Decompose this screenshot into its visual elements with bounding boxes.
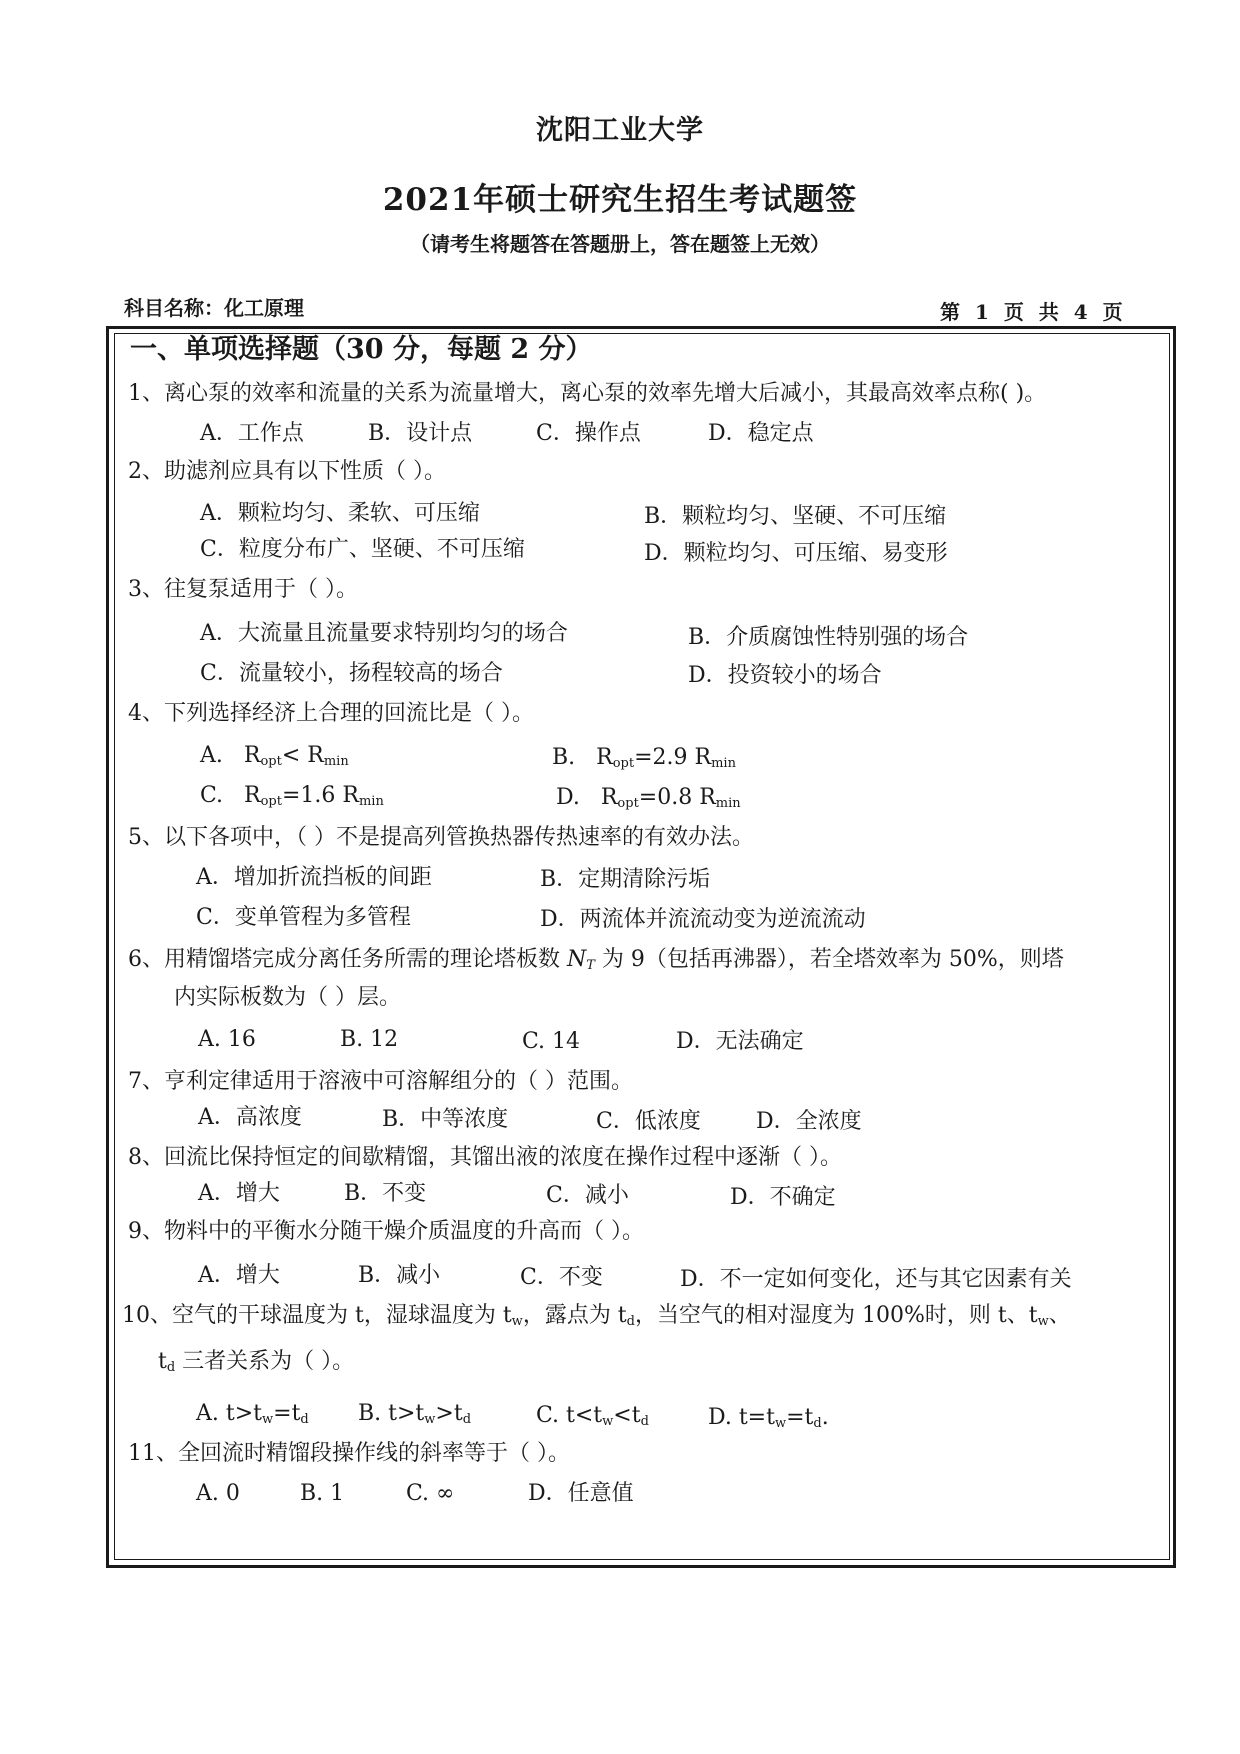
question-5-option-a: A．增加折流挡板的间距 xyxy=(196,865,432,890)
question-6-option-a: A. 16 xyxy=(198,1027,256,1052)
question-4-option-a: A. $R_{opt}< R_{min}$ xyxy=(200,743,349,769)
question-2-option-a: A．颗粒均匀、柔软、可压缩 xyxy=(200,501,480,526)
question-1-option-c: C．操作点 xyxy=(536,421,641,446)
question-7-option-b: B．中等浓度 xyxy=(382,1107,509,1132)
question-3-stem: 3、往复泵适用于（ ）。 xyxy=(128,577,358,602)
question-7-option-d: D．全浓度 xyxy=(756,1109,862,1134)
question-9-option-a: A．增大 xyxy=(198,1263,280,1288)
question-3-option-c: C．流量较小，扬程较高的场合 xyxy=(200,661,503,686)
question-6-option-c: C. 14 xyxy=(522,1029,581,1054)
question-10-option-b: B. $t>t_w>t_d$ xyxy=(358,1401,472,1427)
question-9-option-b: B．减小 xyxy=(358,1263,441,1288)
question-6-option-d: D．无法确定 xyxy=(676,1029,804,1054)
exam-notice: （请考生将题答在答题册上，答在题签上无效） xyxy=(410,232,830,256)
question-10-option-d: D. $t=t_w=t_d$. xyxy=(708,1405,829,1431)
question-6-stem-line-2: 内实际板数为（ ）层。 xyxy=(174,985,401,1010)
question-6-stem-line-1: 6、用精馏塔完成分离任务所需的理论塔板数 $N_T$ 为 9（包括再沸器），若全塔效率为 50%，则塔 xyxy=(128,947,1064,973)
question-10-stem-line-1: 10、空气的干球温度为 t，湿球温度为 $t_w$，露点为 $t_d$，当空气的相对湿度为 100%时，则 t、$t_w$、 xyxy=(122,1303,1071,1329)
question-4-option-d: D. $R_{opt}=0.8$ $R_{min}$ xyxy=(556,785,741,811)
question-4-stem: 4、下列选择经济上合理的回流比是（ ）。 xyxy=(128,701,534,726)
question-1-stem: 1、离心泵的效率和流量的关系为流量增大，离心泵的效率先增大后减小，其最高效率点称( )。 xyxy=(128,381,1047,406)
question-5-option-c: C．变单管程为多管程 xyxy=(196,905,411,930)
question-3-option-a: A．大流量且流量要求特别均匀的场合 xyxy=(200,621,568,646)
question-8-option-a: A．增大 xyxy=(198,1181,280,1206)
question-8-option-c: C．减小 xyxy=(546,1183,629,1208)
section-title: 一、单项选择题（30 分，每题 2 分） xyxy=(130,334,593,365)
question-8-option-b: B．不变 xyxy=(344,1181,427,1206)
question-7-stem: 7、亨利定律适用于溶液中可溶解组分的（ ）范围。 xyxy=(128,1069,633,1094)
question-4-option-c: C. $R_{opt}=1.6$ $R_{min}$ xyxy=(200,783,384,809)
question-7-option-a: A．高浓度 xyxy=(198,1105,302,1130)
question-10-option-a: A. $t>t_w=t_d$ xyxy=(196,1401,309,1427)
question-3-option-b: B．介质腐蚀性特别强的场合 xyxy=(688,625,969,650)
exam-title: 2021年硕士研究生招生考试题签 xyxy=(382,182,858,218)
question-9-option-c: C．不变 xyxy=(520,1265,603,1290)
question-2-option-d: D．颗粒均匀、可压缩、易变形 xyxy=(644,541,948,566)
question-11-option-d: D．任意值 xyxy=(528,1481,634,1506)
question-2-option-c: C．粒度分布广、坚硬、不可压缩 xyxy=(200,537,525,562)
question-1-option-a: A．工作点 xyxy=(200,421,304,446)
question-11-option-a: A. 0 xyxy=(196,1481,240,1506)
question-9-stem: 9、物料中的平衡水分随干燥介质温度的升高而（ ）。 xyxy=(128,1219,644,1244)
question-2-stem: 2、助滤剂应具有以下性质（ ）。 xyxy=(128,459,446,484)
page-indicator: 第 1 页 共 4 页 xyxy=(940,300,1127,324)
question-2-option-b: B．颗粒均匀、坚硬、不可压缩 xyxy=(644,504,947,529)
question-6-option-b: B. 12 xyxy=(340,1027,399,1052)
question-1-option-b: B．设计点 xyxy=(368,421,473,446)
question-11-option-b: B. 1 xyxy=(300,1481,345,1506)
question-5-option-b: B．定期清除污垢 xyxy=(540,867,711,892)
question-10-option-c: C. $t<t_w<t_d$ xyxy=(536,1403,649,1429)
question-11-stem: 11、全回流时精馏段操作线的斜率等于（ ）。 xyxy=(128,1441,570,1466)
question-3-option-d: D．投资较小的场合 xyxy=(688,663,882,688)
question-9-option-d: D．不一定如何变化，还与其它因素有关 xyxy=(680,1267,1072,1292)
subject-name: 科目名称：化工原理 xyxy=(124,296,304,320)
question-11-option-c: C. ∞ xyxy=(406,1481,455,1506)
question-4-option-b: B. $R_{opt}=2.9$ $R_{min}$ xyxy=(552,745,736,771)
question-10-stem-line-2: $t_d$ 三者关系为（ ）。 xyxy=(158,1349,355,1375)
school-name: 沈阳工业大学 xyxy=(536,115,704,146)
question-5-stem: 5、以下各项中，（ ）不是提高列管换热器传热速率的有效办法。 xyxy=(128,825,754,850)
question-8-option-d: D．不确定 xyxy=(730,1185,836,1210)
question-7-option-c: C．低浓度 xyxy=(596,1109,701,1134)
question-1-option-d: D．稳定点 xyxy=(708,421,814,446)
question-5-option-d: D．两流体并流流动变为逆流流动 xyxy=(540,907,866,932)
question-8-stem: 8、回流比保持恒定的间歇精馏，其馏出液的浓度在操作过程中逐渐（ ）。 xyxy=(128,1145,842,1170)
